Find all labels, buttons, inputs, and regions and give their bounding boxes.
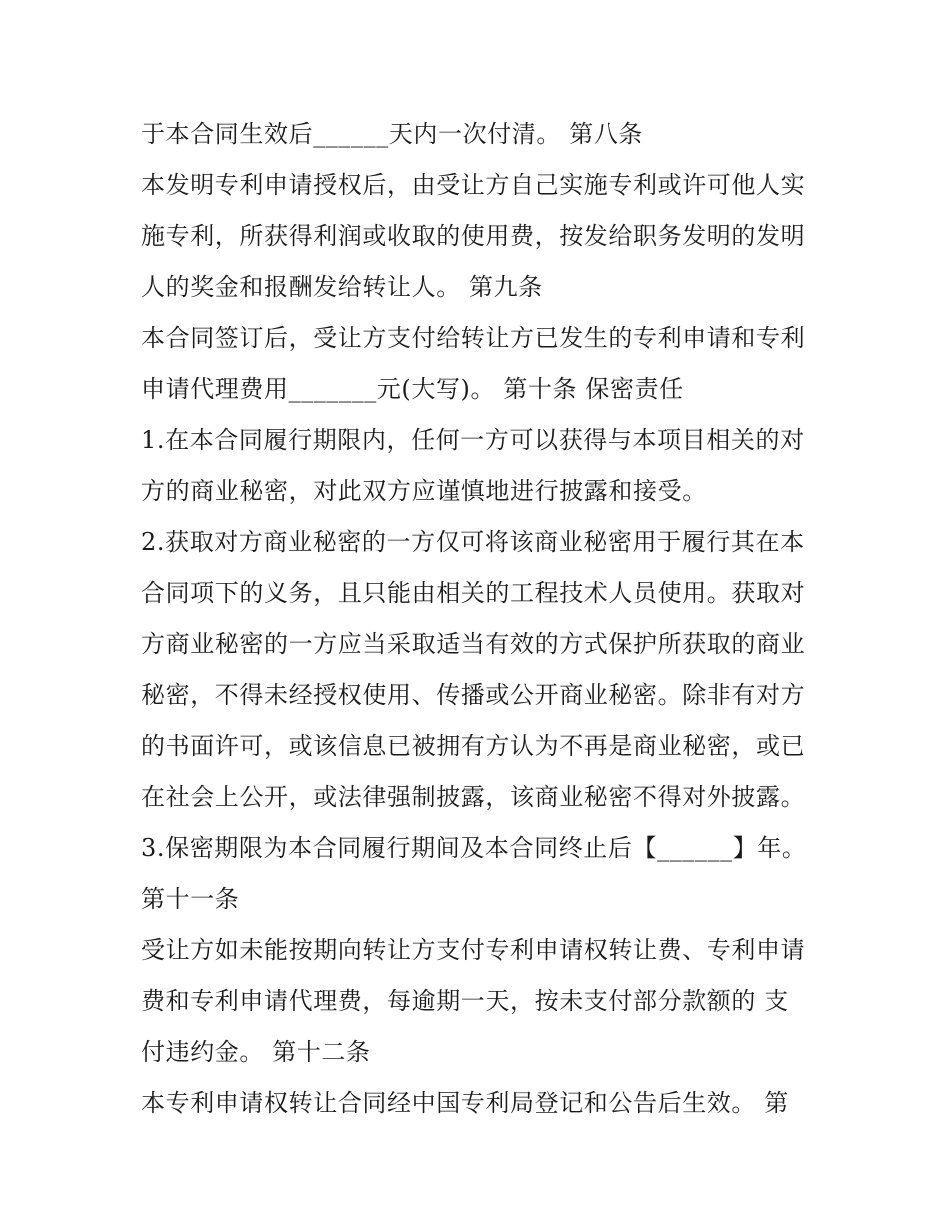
text-line: 合同项下的义务，且只能由相关的工程技术人员使用。获取对 xyxy=(141,579,806,607)
text-line: 于本合同生效后______天内一次付清。 第八条 xyxy=(141,120,644,148)
document-body xyxy=(141,109,821,1129)
text-line: 费和专利申请代理费，每逾期一天，按未支付部分款额的 支 xyxy=(141,987,789,1015)
text-line: 人的奖金和报酬发给转让人。 第九条 xyxy=(141,273,543,301)
text-line: 的书面许可，或该信息已被拥有方认为不再是商业秘密，或已 xyxy=(141,732,806,760)
text-line: 3.保密期限为本合同履行期间及本合同终止后【______】年。 xyxy=(141,834,807,862)
text-line: 1.在本合同履行期限内，任何一方可以获得与本项目相关的对 xyxy=(141,426,805,454)
text-line: 方的商业秘密，对此双方应谨慎地进行披露和接受。 xyxy=(141,477,707,505)
text-line: 本合同签订后，受让方支付给转让方已发生的专利申请和专利 xyxy=(141,324,806,352)
text-line: 方商业秘密的一方应当采取适当有效的方式保护所获取的商业 xyxy=(141,630,806,658)
text-line: 付违约金。 第十二条 xyxy=(141,1038,371,1066)
text-line: 本发明专利申请授权后，由受让方自己实施专利或许可他人实 xyxy=(141,171,806,199)
text-line: 2.获取对方商业秘密的一方仅可将该商业秘密用于履行其在本 xyxy=(141,528,805,556)
text-line: 施专利，所获得利润或收取的使用费，按发给职务发明的发明 xyxy=(141,222,806,250)
text-line: 秘密，不得未经授权使用、传播或公开商业秘密。除非有对方 xyxy=(141,681,806,709)
text-line: 本专利申请权转让合同经中国专利局登记和公告后生效。 第 xyxy=(141,1089,789,1117)
text-line: 在社会上公开，或法律强制披露，该商业秘密不得对外披露。 xyxy=(141,783,806,811)
text-line: 第十一条 xyxy=(141,885,240,913)
text-line: 受让方如未能按期向转让方支付专利申请权转让费、专利申请 xyxy=(141,936,806,964)
text-line: 申请代理费用_______元(大写)。 第十条 保密责任 xyxy=(141,375,684,403)
